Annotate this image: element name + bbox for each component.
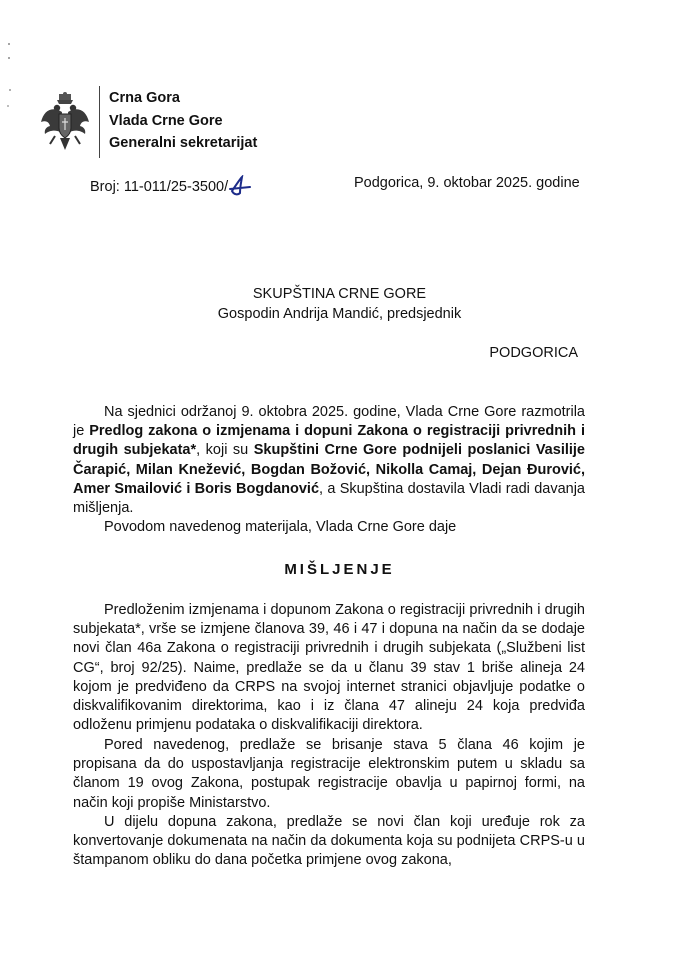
reference-number-text: Broj: 11-011/25-3500/ xyxy=(90,179,229,195)
issuer-block xyxy=(109,87,257,155)
body-text-2: Pored navedenog, predlaže se brisanje stava 5 člana 46 kojim je propisana da do uspostavljanja registracije elektronskim putem u skladu sa članom 19 ovog Zakona, postupak registracije obavlja u papirnoj formi, na način koji propiše Ministarstvo. xyxy=(73,737,585,811)
intro-text-1: Na sjednici održanoj 9. oktobra 2025. godine, Vlada Crne Gore razmotrila je xyxy=(73,404,585,440)
intro-paragraph-2 xyxy=(73,518,585,537)
country-name: Crna Gora xyxy=(109,90,180,106)
place-and-date: Podgorica, 9. oktobar 2025. godine xyxy=(354,175,580,191)
body-paragraph-3 xyxy=(73,813,585,871)
body-paragraph-2 xyxy=(73,736,585,813)
recipient-person: Gospodin Andrija Mandić, predsjednik xyxy=(217,306,462,322)
reference-number xyxy=(90,175,254,197)
proposers-list: Skupštini Crne Gore podnijeli poslanici Vasilije Čarapić, Milan Knežević, Bogdan Božović, Nikolla Camaj, Dejan Đurović, Amer Smailović i Boris Bogdanović xyxy=(73,442,585,497)
scan-marks xyxy=(6,40,12,110)
document-title: MIŠLJENJE xyxy=(284,561,395,578)
department-name: Generalni sekretarijat xyxy=(109,135,258,151)
government-name: Vlada Crne Gore xyxy=(109,112,223,129)
intro-paragraph xyxy=(73,403,585,518)
coat-of-arms-icon xyxy=(38,92,92,154)
law-proposal-title: Predlog zakona o izmjenama i dopuni Zakona o registraciji privrednih i drugih subjekata* xyxy=(73,423,585,459)
header-divider xyxy=(99,86,100,158)
intro-text-4: Povodom navedenog materijala, Vlada Crne Gore daje xyxy=(104,519,457,535)
body-text-1: Predloženim izmjenama i dopunom Zakona o registraciji privrednih i drugih subjekata*, vrše se izmjene članova 39, 46 i 47 i dopuna na način da se dodaje novi član 46a Zakona o registraciji privrednih i drugih subjekata („Službeni list CG“, broj 92/25). Naime, predlaže se da u članu 39 stav 1 briše alineja 24 kojom je predviđeno da CRPS na svojoj internet stranici objavljuje podatke o diskvalifikovanim direktorima, kao i iz člana 47 alineju 24 koja predviđa odloženu primjenu podataka o diskvalifikaciji direktora. xyxy=(73,602,585,734)
intro-text-2: , koji su xyxy=(196,442,254,459)
body-paragraph-1 xyxy=(73,601,585,735)
recipient-city: PODGORICA xyxy=(489,345,578,361)
intro-text-3: , a Skupština dostavila Vladi radi davanja mišljenja. xyxy=(73,480,585,517)
handwritten-number-mark xyxy=(228,175,254,197)
recipient-institution: SKUPŠTINA CRNE GORE xyxy=(252,286,427,302)
body-text-3: U dijelu dopuna zakona, predlaže se novi član koji uređuje rok za konvertovanje dokumenata na način da dokumenta koja su podnijeta CRPS-u u štampanom obliku do dana početka primjene ovog zakona, xyxy=(73,814,585,869)
